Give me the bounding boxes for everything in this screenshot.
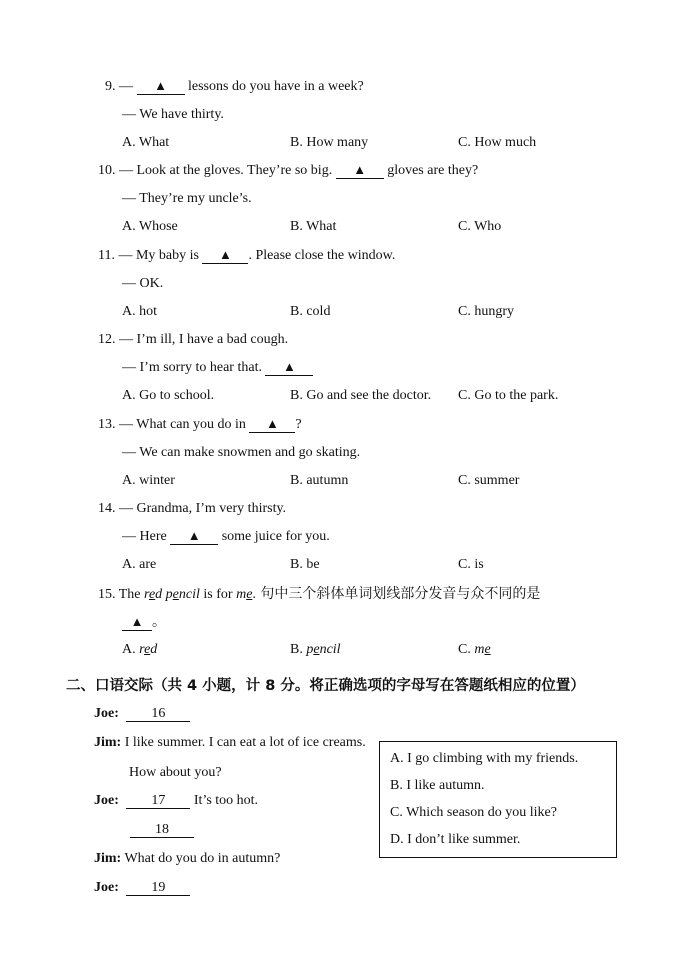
question-number: 12.: [98, 332, 116, 347]
question-number: 13.: [98, 417, 116, 432]
answer-blank[interactable]: [122, 614, 152, 631]
question-15: 15. The red pencil is for me. 句中三个斜体单词划线部分发音与众不同的是: [98, 586, 541, 602]
triangle-icon: ▲: [283, 359, 296, 374]
dialog-text: I like summer. I can eat a lot of ice creams.: [124, 735, 366, 750]
question-text-pre: —: [119, 79, 137, 94]
options-box: [379, 741, 617, 858]
speaker: Joe:: [94, 793, 119, 808]
option-a[interactable]: A. Go to school.: [122, 388, 215, 403]
option-a[interactable]: A. winter: [122, 473, 175, 488]
question-text-post: gloves are they?: [387, 163, 479, 178]
question-9-answer: — We have thirty.: [122, 107, 224, 122]
underlined-letter: e: [172, 587, 179, 602]
answer-text-post: some juice for you.: [221, 529, 330, 544]
italic-word-red: red: [144, 587, 163, 602]
italic-word-me: me: [236, 587, 253, 602]
option-c[interactable]: C. is: [458, 557, 484, 572]
triangle-icon: ▲: [353, 162, 367, 177]
box-option-d[interactable]: D. I don’t like summer.: [390, 832, 521, 847]
triangle-icon: ▲: [265, 416, 279, 431]
question-text-mid: is for: [199, 587, 237, 602]
option-c[interactable]: C. summer: [458, 473, 520, 488]
question-12-answer: [122, 359, 313, 377]
question-text-pre: — My baby is: [118, 248, 203, 263]
question-11-answer: — OK.: [122, 276, 164, 291]
box-option-a[interactable]: A. I go climbing with my friends.: [390, 751, 579, 766]
question-text: — I’m ill, I have a bad cough.: [119, 332, 289, 347]
question-number: 14.: [98, 501, 116, 516]
question-10-answer: — They’re my uncle’s.: [122, 191, 252, 206]
option-b[interactable]: B. autumn: [290, 473, 349, 488]
answer-blank[interactable]: 17: [126, 793, 190, 809]
dialog-line: [94, 879, 190, 897]
question-text-pre: The: [118, 587, 145, 602]
option-a[interactable]: A. are: [122, 557, 157, 572]
speaker: Jim:: [94, 735, 122, 750]
option-c[interactable]: C. hungry: [458, 304, 514, 319]
question-9: [105, 78, 364, 96]
answer-blank[interactable]: 16: [126, 706, 190, 722]
answer-text-pre: — I’m sorry to hear that.: [122, 360, 266, 375]
option-c[interactable]: C. Who: [458, 219, 502, 234]
question-text-post: ?: [295, 417, 302, 432]
option-b[interactable]: B. be: [290, 557, 320, 572]
question-text: — Grandma, I’m very thirsty.: [119, 501, 287, 516]
dialog-line: [94, 734, 366, 752]
dialog-text: What do you do in autumn?: [124, 851, 281, 866]
speaker: Jim:: [94, 851, 122, 866]
dialog-line: How about you?: [129, 765, 222, 780]
triangle-icon: ▲: [130, 614, 144, 629]
question-14-answer: [122, 528, 330, 546]
question-instruction-cn: 句中三个斜体单词划线部分发音与众不同的是: [255, 586, 541, 602]
option-c[interactable]: C. Go to the park.: [458, 388, 559, 403]
section-heading: 二、口语交际（共 4 小题，计 8 分。将正确选项的字母写在答题纸相应的位置）: [66, 678, 585, 694]
answer-blank[interactable]: [265, 359, 313, 376]
dialog-line: [130, 821, 194, 839]
box-option-b[interactable]: B. I like autumn.: [390, 778, 485, 793]
full-stop-cn: 。: [152, 614, 166, 630]
answer-text-pre: — Here: [122, 529, 171, 544]
answer-blank[interactable]: [170, 528, 218, 545]
option-a[interactable]: A. What: [122, 135, 170, 150]
dialog-line: [94, 850, 280, 868]
option-b[interactable]: B. What: [290, 219, 337, 234]
question-number: 10.: [98, 163, 116, 178]
question-text-post: lessons do you have in a week?: [188, 79, 364, 94]
answer-blank[interactable]: 19: [126, 880, 190, 896]
option-c[interactable]: C. me: [458, 642, 491, 657]
question-14: [98, 500, 286, 518]
dialog-line: [94, 705, 190, 723]
triangle-icon: ▲: [154, 78, 167, 93]
question-11: [98, 247, 395, 265]
question-text-pre: — What can you do in: [119, 417, 250, 432]
underlined-letter: e: [148, 587, 156, 602]
answer-blank[interactable]: [137, 78, 185, 95]
speaker: Joe:: [94, 880, 119, 895]
question-13-answer: — We can make snowmen and go skating.: [122, 445, 361, 460]
answer-blank[interactable]: [336, 162, 384, 179]
question-text-post: . Please close the window.: [248, 248, 396, 263]
option-c[interactable]: C. How much: [458, 135, 537, 150]
box-option-c[interactable]: C. Which season do you like?: [390, 805, 557, 820]
question-15-blank-line: [122, 613, 166, 632]
option-b[interactable]: B. pencil: [290, 642, 341, 657]
option-b[interactable]: B. cold: [290, 304, 331, 319]
option-b[interactable]: B. Go and see the doctor.: [290, 388, 432, 403]
option-a[interactable]: A. hot: [122, 304, 157, 319]
question-12: [98, 331, 288, 349]
dialog-line: [94, 792, 258, 810]
question-number: 11.: [98, 248, 115, 263]
option-b[interactable]: B. How many: [290, 135, 369, 150]
answer-blank[interactable]: [249, 416, 295, 433]
question-number: 15.: [98, 587, 116, 602]
question-10: [98, 162, 478, 180]
italic-word-pencil: pencil: [165, 587, 200, 602]
underlined-letter: e: [246, 587, 253, 602]
question-text-pre: — Look at the gloves. They’re so big.: [119, 163, 336, 178]
answer-blank[interactable]: 18: [130, 822, 194, 838]
question-number: 9.: [105, 79, 116, 94]
dialog-text: It’s too hot.: [190, 793, 259, 808]
triangle-icon: ▲: [219, 247, 232, 262]
triangle-icon: ▲: [187, 528, 201, 543]
option-a[interactable]: A. Whose: [122, 219, 178, 234]
option-a[interactable]: A. red: [122, 642, 158, 657]
question-13: [98, 416, 302, 434]
speaker: Joe:: [94, 706, 119, 721]
answer-blank[interactable]: [202, 247, 248, 264]
